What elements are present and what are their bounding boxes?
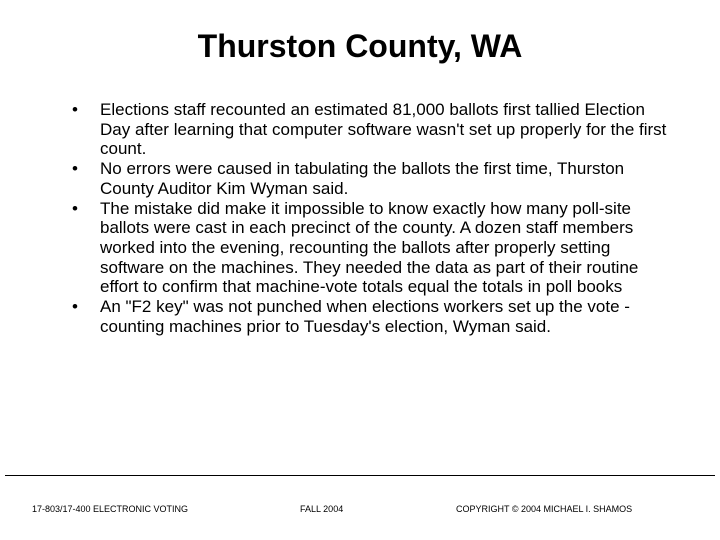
bullet-text: No errors were caused in tabulating the ballots the first time, Thurston County Auditor Kim Wyman said.: [100, 159, 625, 198]
bullet-item: [72, 100, 672, 159]
bullet-text: An "F2 key" was not punched when elections workers set up the vote -counting machines prior to Tuesday's election, Wyman said.: [100, 297, 630, 336]
slide-title: Thurston County, WA: [197, 28, 523, 64]
bullet-item: [72, 159, 672, 198]
bullet-list: [72, 100, 672, 336]
bullet-dot-icon: •: [72, 198, 78, 218]
bullet-dot-icon: •: [72, 297, 78, 317]
bullet-text: The mistake did make it impossible to know exactly how many poll-site ballots were cast in each precinct of the county. A dozen staff members worked into the evening, recounting the ballots after properly setting software on the machines. They needed the data as part of their routine effort to confirm that machine-vote totals equal the totals in poll books: [100, 198, 639, 297]
bullet-dot-icon: •: [72, 100, 78, 119]
footer-copyright: COPYRIGHT © 2004 MICHAEL I. SHAMOS: [456, 504, 633, 514]
bullet-text: Elections staff recounted an estimated 81,000 ballots first tallied Election Day after learning that computer software wasn't set up properly for the first count.: [100, 100, 667, 159]
bullet-item: [72, 297, 672, 336]
footer-term: FALL 2004: [300, 504, 344, 514]
footer-course: 17-803/17-400 ELECTRONIC VOTING: [32, 504, 189, 514]
bullet-item: [72, 199, 672, 298]
bullet-dot-icon: •: [72, 159, 78, 179]
footer-divider: [5, 475, 715, 476]
